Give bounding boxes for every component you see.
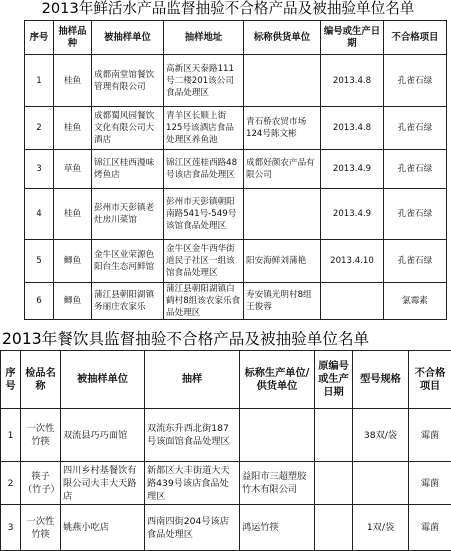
sample-address: 青羊区长顺上街125号该酒店食品处理区养鱼池: [164, 107, 244, 150]
production-date: 2013.4.9: [321, 189, 384, 240]
sampled-unit: 锦江区桂西漫味烤鱼店: [92, 150, 164, 189]
production-date: 2013.4.9: [321, 150, 384, 189]
row-number: 4: [25, 189, 54, 240]
sampled-unit: 姚燕小吃店: [61, 505, 145, 551]
production-date: [321, 283, 384, 320]
header-cell: 序号: [25, 21, 54, 55]
header-cell: 序号: [1, 351, 21, 409]
sample-address: 西南四街204号该店食品处理区: [145, 505, 240, 551]
product-name: 一次性竹筷: [21, 409, 61, 462]
sampled-unit: 金牛区业荣源色阳台生态河鲜馆: [92, 240, 164, 283]
failed-item: 霉菌: [409, 462, 451, 505]
product-name: 一次性竹筷: [21, 505, 61, 551]
header-cell: 型号规格: [353, 351, 409, 409]
row-number: 3: [25, 150, 54, 189]
failed-item: 孔雀石绿: [384, 55, 447, 107]
producer-supplier: 鸿运竹筷: [240, 505, 315, 551]
failed-item: 霉菌: [409, 505, 451, 551]
sample-address: 新都区大丰街道大天路439号该店食品处理区: [145, 462, 240, 505]
table-row: [25, 150, 447, 189]
header-cell: 被抽样单位: [61, 351, 145, 409]
table-row: [25, 55, 447, 107]
failed-item: 氯霉素: [384, 283, 447, 320]
sampled-unit: 成都南堂馆餐饮管理有限公司: [92, 55, 164, 107]
sampled-unit: 蒲江县朝阳湖镇务丽庄农家乐: [92, 283, 164, 320]
header-cell: 不合格项目: [384, 21, 447, 55]
production-date: [315, 409, 353, 462]
table2: [0, 350, 451, 551]
table-row: [25, 283, 447, 320]
header-cell: 被抽样单位: [92, 21, 164, 55]
production-date: [315, 462, 353, 505]
table1: [24, 20, 447, 320]
row-number: 2: [1, 462, 21, 505]
sample-type: 桂鱼: [54, 189, 92, 240]
table-row: [1, 462, 451, 505]
sample-address: 双流东升西北街187号该面馆食品处理区: [145, 409, 240, 462]
table2-header-row: [1, 351, 451, 409]
sample-type: 草鱼: [54, 150, 92, 189]
supplier: 阳安海鲜刘蒲艳: [244, 240, 321, 283]
sample-type: 鲫鱼: [54, 240, 92, 283]
sample-address: 蒲江县朝阳湖镇白鹤村8组该农家乐食品处理区: [164, 283, 244, 320]
sample-address: 高新区天泰路111号二楼201该公司食品处理区: [164, 55, 244, 107]
sample-address: 彭州市天彭镇朝阳南路541号-549号该馆食品处理区: [164, 189, 244, 240]
supplier: 青石桥农贸市场124号陈文彬: [244, 107, 321, 150]
table-row: [1, 409, 451, 462]
header-cell: 标称生产单位/供货单位: [240, 351, 315, 409]
sampled-unit: 彭州市天彭镇老灶房川菜馆: [92, 189, 164, 240]
failed-item: 孔雀石绿: [384, 240, 447, 283]
product-name: 筷子（竹子）: [21, 462, 61, 505]
production-date: [315, 505, 353, 551]
row-number: 3: [1, 505, 21, 551]
supplier: [244, 55, 321, 107]
failed-item: 孔雀石绿: [384, 107, 447, 150]
row-number: 6: [25, 283, 54, 320]
production-date: 2013.4.8: [321, 107, 384, 150]
production-date: 2013.4.8: [321, 55, 384, 107]
failed-item: 孔雀石绿: [384, 150, 447, 189]
supplier: 成都好颜农产品有限公司: [244, 150, 321, 189]
sample-address: 锦江区莲桂西路48号该店食品处理区: [164, 150, 244, 189]
producer-supplier: [240, 409, 315, 462]
header-cell: 抽样: [145, 351, 240, 409]
header-cell: 抽样品种: [54, 21, 92, 55]
supplier: 寿安镇光明村8组王俊蓉: [244, 283, 321, 320]
sampled-unit: 四川乡村基餐饮有限公司大丰大天路店: [61, 462, 145, 505]
table-row: [1, 505, 451, 551]
model-spec: 1双/袋: [353, 505, 409, 551]
row-number: 2: [25, 107, 54, 150]
table1-header-row: [25, 21, 447, 55]
header-cell: 原编号或生产日期: [315, 351, 353, 409]
sampled-unit: 双流县巧巧面馆: [61, 409, 145, 462]
row-number: 1: [25, 55, 54, 107]
table-row: [25, 240, 447, 283]
header-cell: 检品名称: [21, 351, 61, 409]
production-date: 2013.4.10: [321, 240, 384, 283]
sample-address: 金牛区金牛西华街道民子社区一组该馆食品处理区: [164, 240, 244, 283]
table-row: [25, 107, 447, 150]
sampled-unit: 成都蜀风园餐饮文化有限公司大酒店: [92, 107, 164, 150]
table1-title: 2013年鲜活水产品监督抽验不合格产品及被抽验单位名单: [8, 0, 448, 18]
supplier: [244, 189, 321, 240]
failed-item: 霉菌: [409, 409, 451, 462]
sample-type: 桂鱼: [54, 107, 92, 150]
sample-type: 桂鱼: [54, 55, 92, 107]
row-number: 1: [1, 409, 21, 462]
header-cell: 抽样地址: [164, 21, 244, 55]
header-cell: 编号或生产日期: [321, 21, 384, 55]
header-cell: 标称供货单位: [244, 21, 321, 55]
table2-title: 2013年餐饮具监督抽验不合格产品及被抽验单位名单: [0, 328, 451, 350]
model-spec: [353, 462, 409, 505]
row-number: 5: [25, 240, 54, 283]
model-spec: 38双/袋: [353, 409, 409, 462]
sample-type: 鲫鱼: [54, 283, 92, 320]
table-row: [25, 189, 447, 240]
failed-item: 孔雀石绿: [384, 189, 447, 240]
header-cell: 不合格项目: [409, 351, 451, 409]
producer-supplier: 益阳市三超塑胶竹木有限公司: [240, 462, 315, 505]
